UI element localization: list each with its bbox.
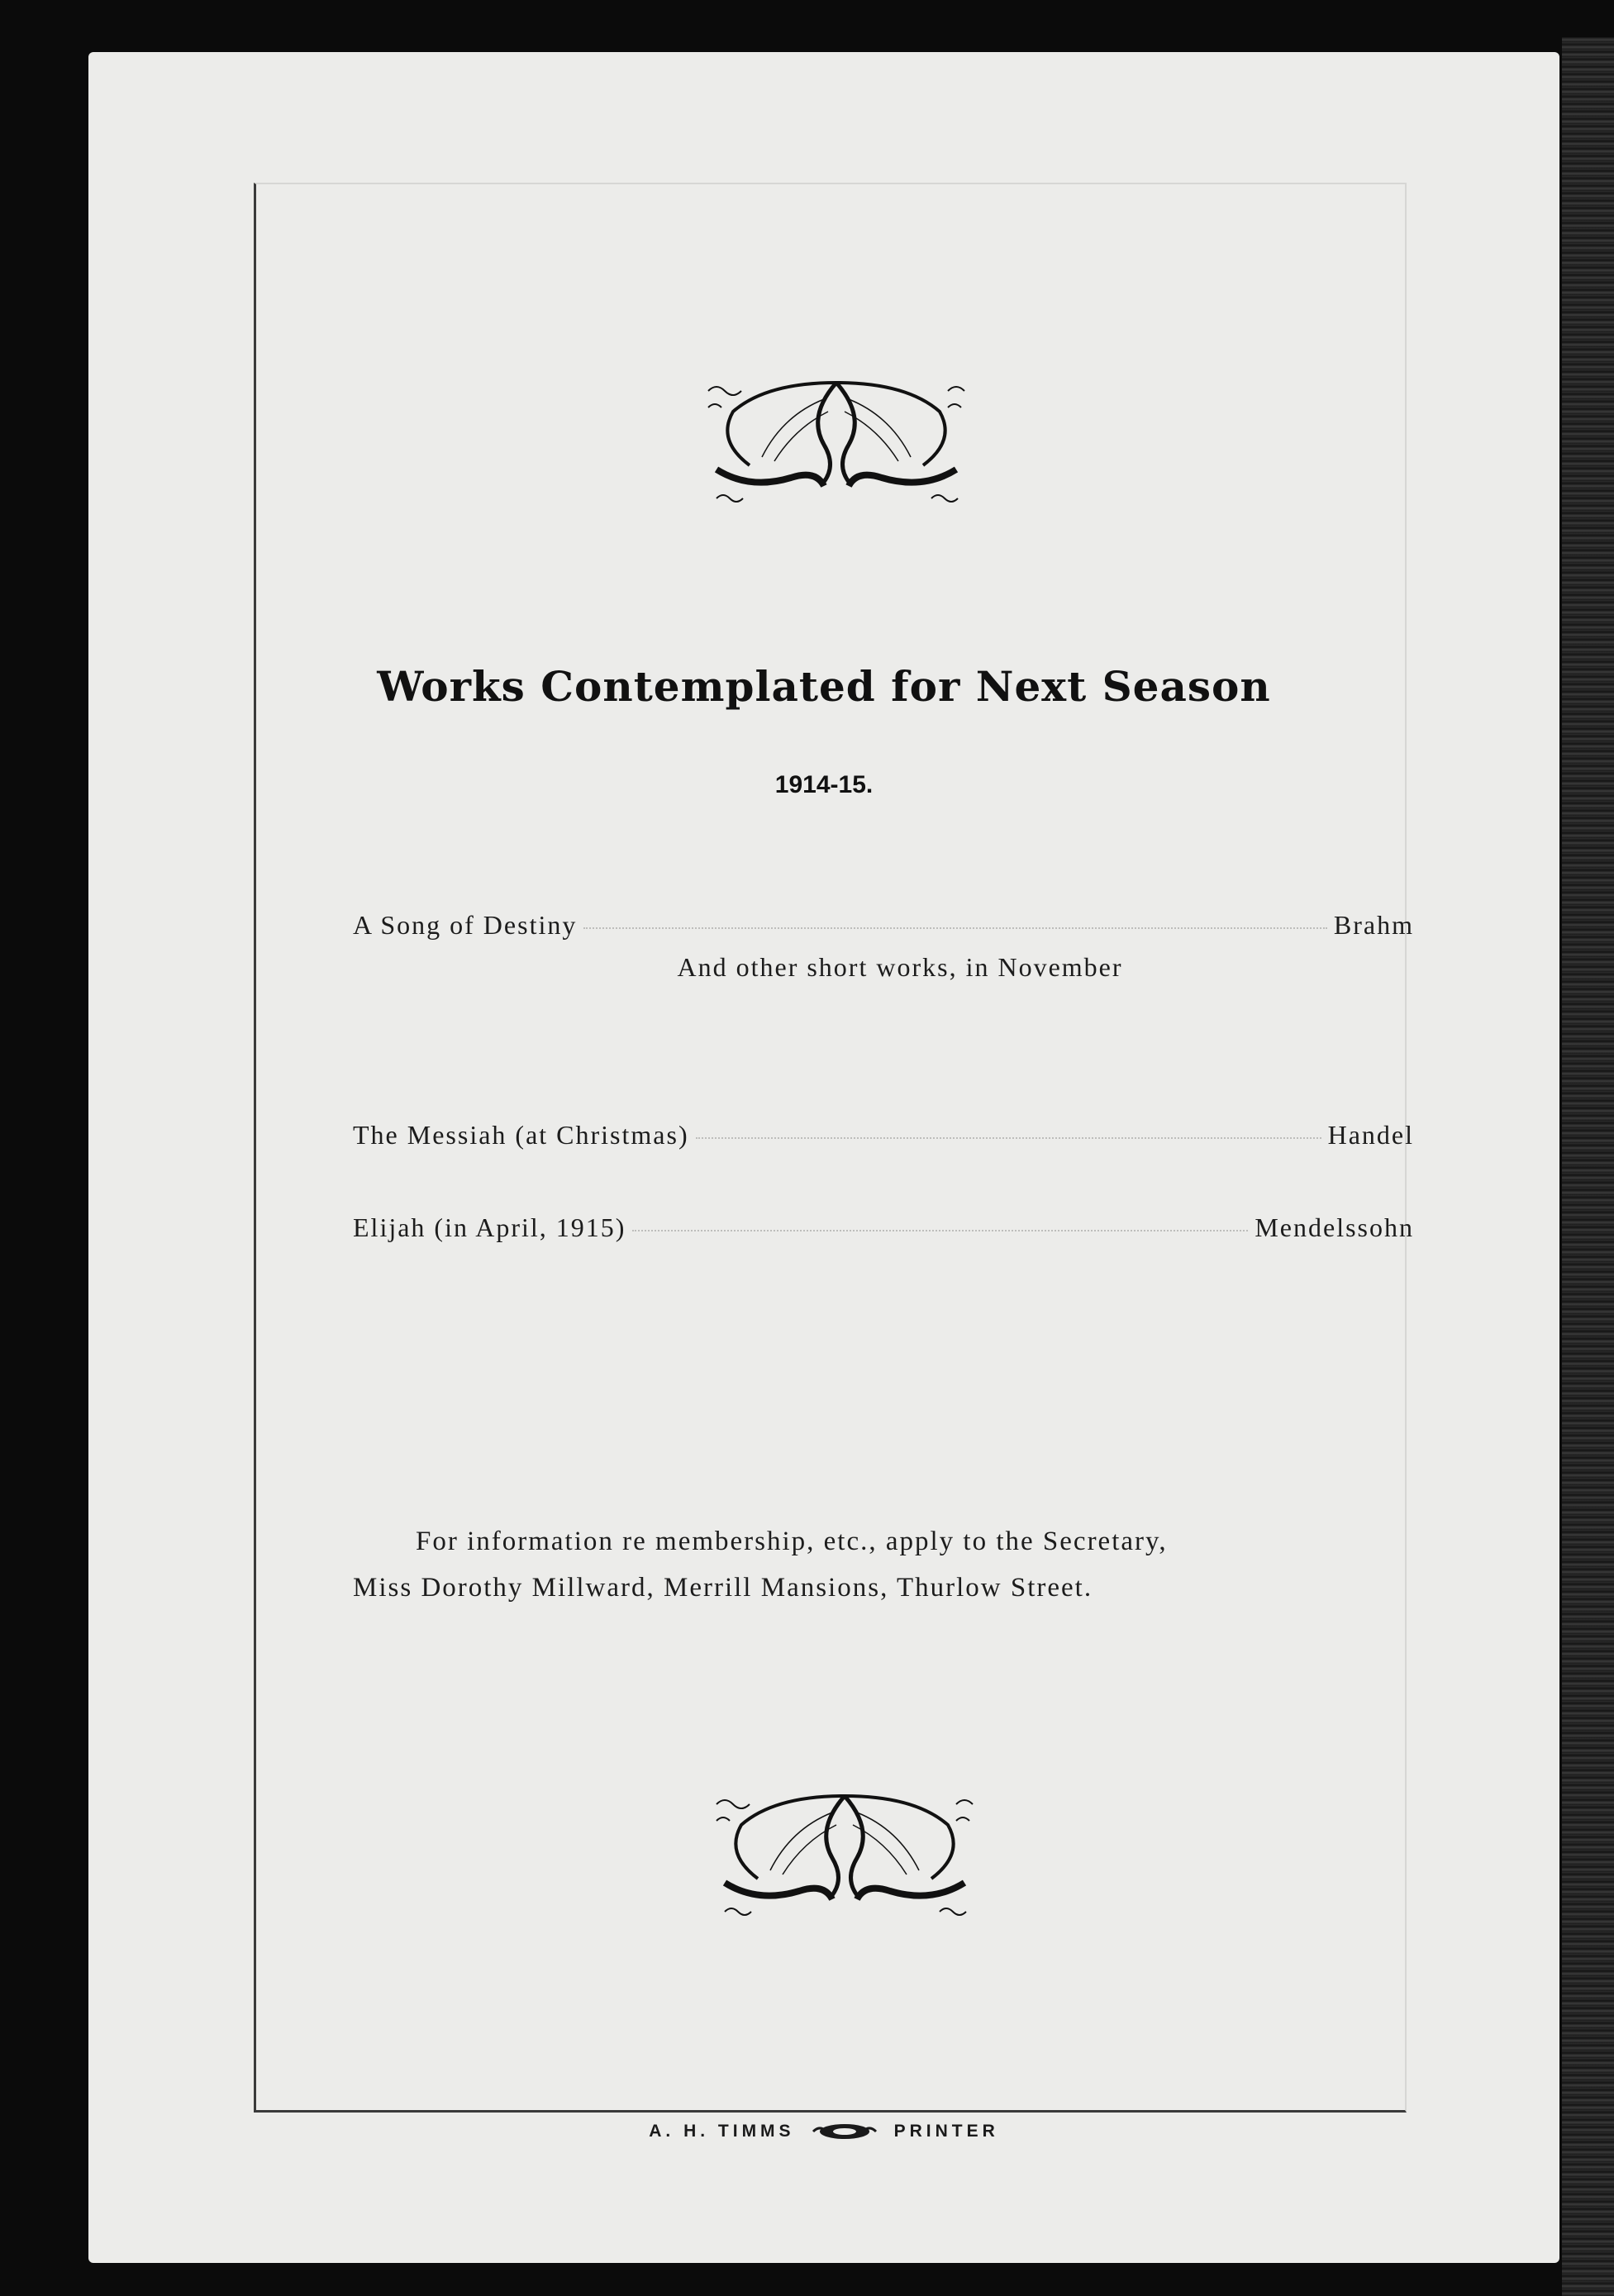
work-composer: Mendelssohn	[1255, 1212, 1414, 1242]
printer-footer	[88, 2120, 1559, 2143]
season-year: 1914-15.	[774, 771, 874, 798]
work-note: And other short works, in November	[677, 952, 1123, 982]
scroll-ornament-icon	[700, 366, 973, 507]
document-title: Works Contemplated for Next Season	[377, 662, 1271, 711]
info-line-2: Miss Dorothy Millward, Merrill Mansions, Thurlow Street.	[353, 1573, 1093, 1603]
work-entry	[353, 1212, 1414, 1243]
printer-mark-icon	[810, 2120, 879, 2143]
printer-label: PRINTER	[893, 2122, 999, 2141]
work-entry	[353, 1120, 1414, 1150]
work-composer: Handel	[1327, 1120, 1414, 1150]
work-composer: Brahm	[1333, 910, 1414, 940]
printer-name: A. H. TIMMS	[649, 2122, 795, 2141]
work-title: Elijah (in April, 1915)	[353, 1212, 626, 1242]
membership-info	[353, 1518, 1419, 1611]
work-title: A Song of Destiny	[353, 910, 578, 940]
work-title: The Messiah (at Christmas)	[353, 1120, 689, 1150]
leader-dots	[696, 1137, 1321, 1139]
leader-dots	[632, 1230, 1248, 1231]
leader-dots	[583, 927, 1327, 929]
scroll-ornament-icon	[708, 1779, 981, 1920]
work-entry	[353, 910, 1414, 983]
info-line-1: For information re membership, etc., apply to the Secretary,	[416, 1527, 1168, 1556]
program-page	[88, 52, 1559, 2263]
scan-background-edge	[1562, 37, 1614, 2296]
